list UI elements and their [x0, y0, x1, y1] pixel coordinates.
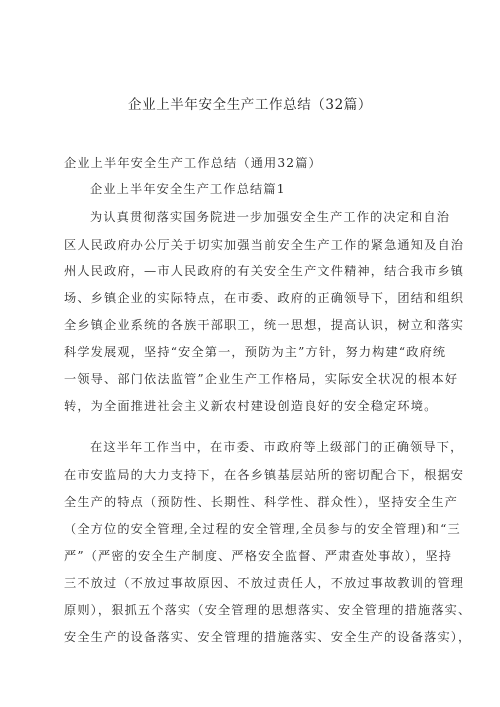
paragraph-line: 为认真贯彻落实国务院进一步加强安全生产工作的决定和自治 [90, 210, 451, 224]
paragraph-line: 区人民政府办公厅关于切实加强当前安全生产工作的紧急通知及自治 [64, 238, 465, 252]
paragraph-line: 场、乡镇企业的实际特点，在市委、政府的正确领导下，团结和组织 [64, 291, 465, 305]
paragraph-line: （全方位的安全管理,全过程的安全管理,全员参与的安全管理)和“三 [64, 522, 461, 536]
paragraph-line: 全生产的特点（预防性、长期性、科学性、群众性），坚持安全生产 [64, 495, 459, 509]
paragraph-line: 转，为全面推进社会主义新农村建设创造良好的安全稳定环境。 [64, 399, 438, 413]
paragraph-line: 一领导、部门依法监管”企业生产工作格局，实际安全状况的根本好 [64, 372, 459, 386]
paragraph-line: 严”（严密的安全生产制度、严格安全监督、严肃查处事故），坚持 [64, 549, 453, 563]
paragraph-line: 原则），狠抓五个落实（安全管理的思想落实、安全管理的措施落实、 [64, 603, 472, 617]
paragraph-line: 三不放过（不放过事故原因、不放过责任人，不放过事故教训的管理 [64, 576, 465, 590]
paragraph-line: 全乡镇企业系统的各族干部职工，统一思想，提高认识，树立和落实 [64, 318, 465, 332]
paragraph-line: 州人民政府，—市人民政府的有关安全生产文件精神，结合我市乡镇 [64, 264, 465, 278]
section-heading: 企业上半年安全生产工作总结篇1 [90, 182, 286, 196]
document-title: 企业上半年安全生产工作总结（32篇） [128, 97, 372, 113]
paragraph-line: 在这半年工作当中，在市委、市政府等上级部门的正确领导下， [90, 440, 464, 454]
document-subtitle: 企业上半年安全生产工作总结（通用32篇） [64, 156, 322, 170]
paragraph-line: 安全生产的设备落实、安全管理的措施落实、安全生产的设备落实）， [64, 630, 472, 644]
paragraph-line: 科学发展观，坚持“安全第一，预防为主”方针，努力构建“政府统 [64, 345, 447, 359]
paragraph-line: 在市安监局的大力支持下，在各乡镇基层站所的密切配合下，根据安 [64, 468, 465, 482]
